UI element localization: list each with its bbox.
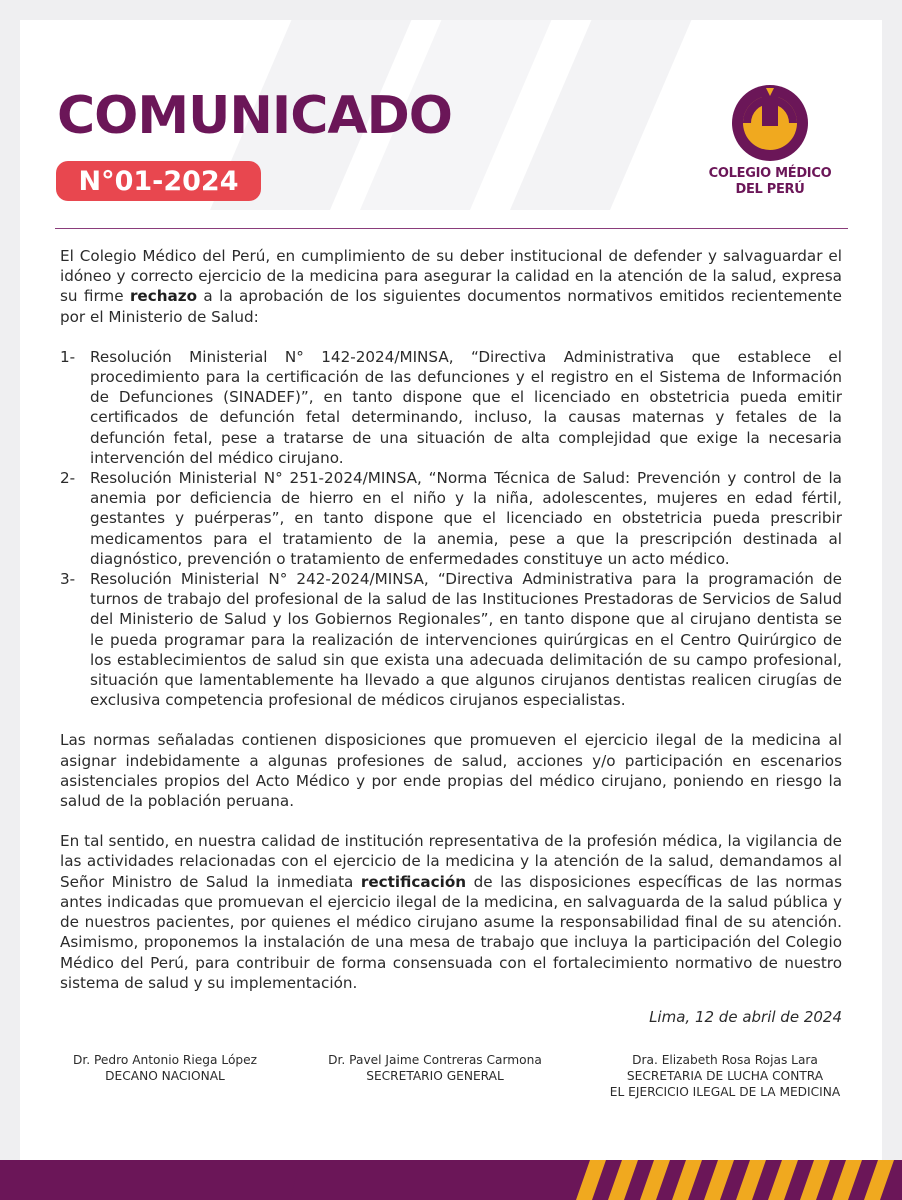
logo-line-2: DEL PERÚ (735, 182, 805, 197)
list-item-number: 1- (60, 347, 76, 366)
list-item-text: Resolución Ministerial N° 142-2024/MINSA, “Directiva Administrativa que establece el procedimiento para la certificación de las defunciones y el registro en el Sistema de Información de Defunciones (SINADEF)”, en tanto dispone que el licenciado en obstetricia pueda emitir certificados de defunción fetal determinando, incluso, la causas maternas y fetales de la defunción fetal, pese a tratarse de una situación de alta complejidad que exige la necesaria intervención del médico cirujano. (90, 347, 842, 467)
resolutions-list (60, 347, 842, 711)
header-divider (55, 228, 848, 229)
list-item (60, 347, 842, 468)
frame-right (882, 0, 902, 1200)
intro-paragraph (60, 246, 842, 327)
list-item-text: Resolución Ministerial N° 242-2024/MINSA, “Directiva Administrativa para la programación de turnos de trabajo del profesional de la salud de las Instituciones Prestadoras de Servicios de Salud del Ministerio de Salud y los Gobiernos Regionales”, en tanto dispone que al cirujano dentista se le pueda programar para la realización de intervenciones quirúrgicas en el Centro Quirúrgico de los establecimientos de salud sin que exista una adecuada delimitación de su campo profesional, situación que lamentablemente ha llevado a que algunos cirujanos dentistas realicen cirugías de exclusiva competencia profesional de médicos cirujanos especialistas. (90, 570, 842, 710)
document-date: Lima, 12 de abril de 2024 (649, 1008, 842, 1026)
frame-left (0, 0, 20, 1200)
signatures-row (45, 1052, 865, 1100)
logo-seal-icon (731, 84, 809, 162)
list-item (60, 468, 842, 569)
list-item (60, 569, 842, 710)
document-number-badge (56, 161, 261, 201)
signer-role: DECANO NACIONAL (105, 1069, 225, 1083)
signature-block (45, 1052, 285, 1100)
intro-text-start: El Colegio Médico del Perú, en cumplimiento de su deber institucional de defender y salvaguardar el idóneo y correcto ejercicio de la medicina para asegurar la calidad en la atención de la salud, expresa su firme (60, 247, 842, 306)
logo-line-1: COLEGIO MÉDICO (708, 166, 832, 181)
intro-bold-word: rechazo (129, 287, 198, 306)
third-text-end: de las disposiciones específicas de las normas antes indicadas que promuevan el ejercicio ilegal de la medicina, en salvaguarda de la salud pública y de nuestros pacientes, por quienes el médico cirujano asume la responsabilidad final de su atención. Asimismo, proponemos la instalación de una mesa de trabajo que incluya la participación del Colegio Médico del Perú, para contribuir de forma consensuada con el fortalecimiento normativo de nuestro sistema de salud y su implementación. (60, 872, 842, 992)
signer-name: Dr. Pedro Antonio Riega López (72, 1053, 258, 1067)
list-item-number: 3- (60, 570, 76, 589)
signature-block (305, 1052, 565, 1100)
signer-name: Dr. Pavel Jaime Contreras Carmona (328, 1053, 542, 1067)
bottom-decorative-band (0, 1160, 902, 1200)
signer-role: SECRETARIA DE LUCHA CONTRA EL EJERCICIO ILEGAL DE LA MEDICINA (609, 1069, 841, 1099)
colegio-medico-logo (705, 84, 835, 198)
third-text-start: En tal sentido, en nuestra calidad de institución representativa de la profesión médica, la vigilancia de las actividades relacionadas con el ejercicio de la medicina y la atención de la salud, demandamos al Señor Ministro de Salud la inmediata (60, 832, 842, 891)
signature-block (585, 1052, 865, 1100)
document-body (60, 246, 842, 993)
document-number: N°01-2024 (78, 165, 239, 197)
signer-role: SECRETARIO GENERAL (366, 1069, 504, 1083)
list-item-text: Resolución Ministerial N° 251-2024/MINSA, “Norma Técnica de Salud: Prevención y control de la anemia por deficiencia de hierro en el niño y la niña, adolescentes, mujeres en edad fértil, gestantes y puérperas”, en tanto dispone que el licenciado en obstetricia pueda prescribir medicamentos para el tratamiento de la anemia, pese a que la prescripción destinada al diagnóstico, prevención o tratamiento de enfermedades constituye un acto médico. (90, 469, 842, 568)
frame-top (0, 0, 902, 20)
third-bold-word: rectificación (360, 872, 467, 891)
document-title: COMUNICADO (57, 86, 452, 146)
signer-name: Dra. Elizabeth Rosa Rojas Lara (632, 1053, 818, 1067)
third-paragraph (60, 831, 842, 993)
second-paragraph: Las normas señaladas contienen disposiciones que promueven el ejercicio ilegal de la medicina al asignar indebidamente a algunas profesiones de salud, acciones y/o participación en escenarios asistenciales propios del Acto Médico y por ende propias del médico cirujano, poniendo en riesgo la salud de la población peruana. (60, 731, 842, 811)
intro-text-end: a la aprobación de los siguientes documentos normativos emitidos recientemente por el Ministerio de Salud: (60, 287, 842, 326)
list-item-number: 2- (60, 469, 76, 488)
